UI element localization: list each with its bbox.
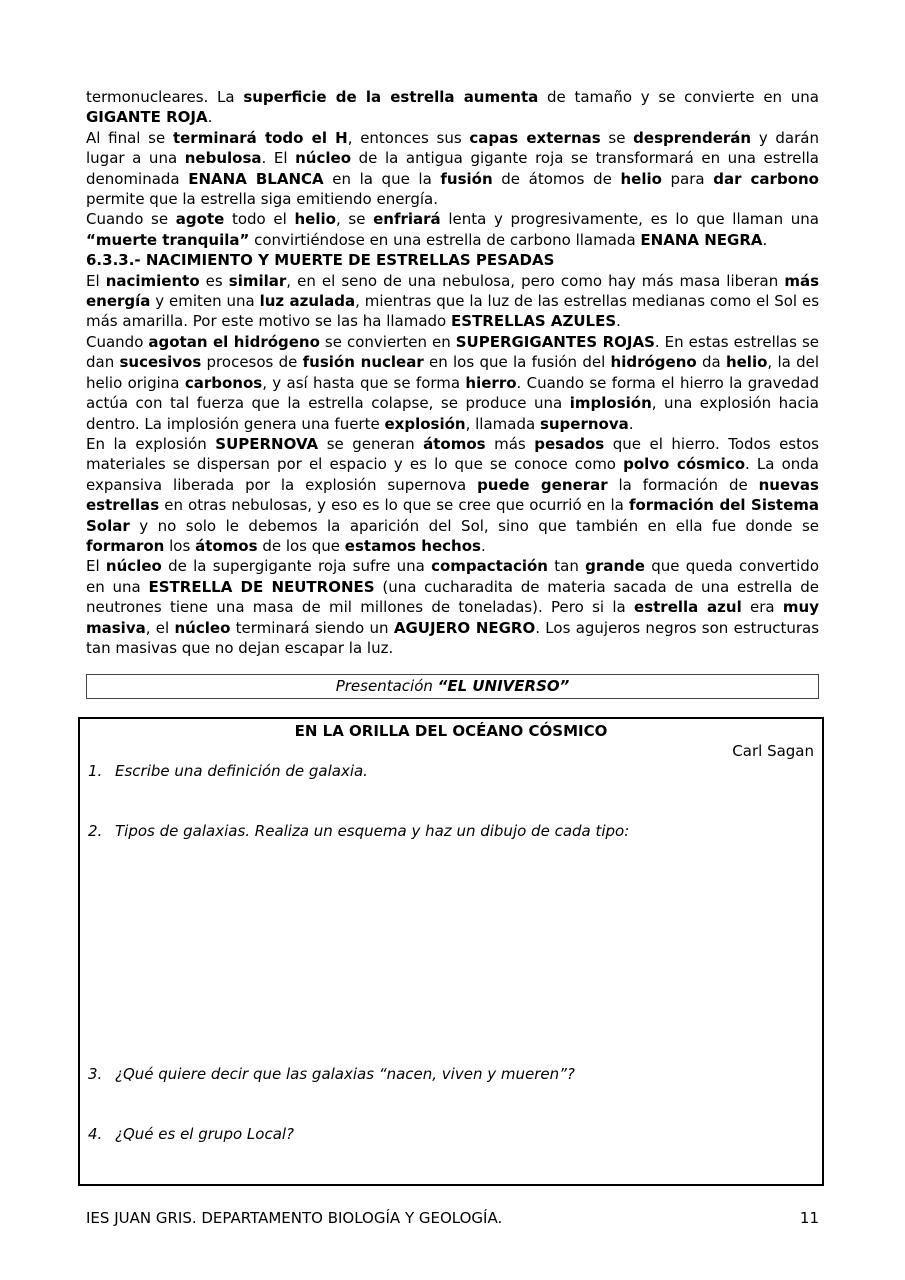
bold-run: similar [228,271,287,290]
text-run: , mientras que la luz de las estrellas medianas como el Sol es más amarilla. Por este motivo se las ha llamado [86,292,820,331]
text-run: de los que [257,536,345,555]
footer-text: IES JUAN GRIS. DEPARTAMENTO BIOLOGÍA Y GEOLOGÍA. [86,1209,503,1227]
body-text [86,87,819,658]
bold-run: fusión nuclear [302,353,424,372]
text-run: de tamaño y se convierte en una [538,88,819,106]
bold-run: agotan el hidrógeno [148,332,320,351]
bold-run: formación del Sistema Solar [86,496,820,535]
bold-run: AGUJERO NEGRO [393,618,536,637]
bold-run: hidrógeno [610,353,697,372]
question-text: Tipos de galaxias. Realiza un esquema y haz un dibujo de cada tipo: [115,822,630,840]
text-run: de átomos de [492,169,621,188]
paragraph [86,332,819,434]
paragraph [86,434,819,556]
question-number: 3. [88,1065,103,1083]
bold-run: superficie de la estrella aumenta [243,88,539,106]
text-run: . Cuando se forma el hierro la gravedad actúa con tal fuerza que la estrella colapse, se produce una [86,373,820,413]
section-heading: 6.3.3.- NACIMIENTO Y MUERTE DE ESTRELLAS PESADAS [86,251,555,270]
text-run: En la explosión [86,434,216,453]
bold-run: puede generar [477,475,608,494]
bold-run: muy masiva [86,598,820,637]
bold-run: grande [585,557,645,576]
bold-run: helio [725,353,768,372]
text-run: , la del helio origina [86,353,819,392]
text-run: y darán lugar a una [86,128,819,168]
text-run: se convierten en [319,332,456,351]
bold-run: agote [175,210,225,229]
text-run: . [207,108,213,127]
bold-run: explosión [384,414,466,433]
text-run: tan [547,557,586,576]
bold-run: carbonos [184,373,263,392]
text-run: Cuando se [86,210,176,229]
page-footer [86,1208,819,1228]
question-number: 2. [88,822,103,840]
text-run: y emiten una [150,292,260,311]
bold-run: estamos hechos [344,536,481,555]
bold-run: nuevas estrellas [86,475,819,515]
bold-run: sucesivos [119,353,202,372]
text-run: convirtiéndose en una estrella de carbono llamada [249,230,641,249]
question-4 [88,1124,294,1144]
text-run: Al final se [86,128,173,147]
quiz-author: Carl Sagan [732,742,814,760]
paragraph [86,128,819,210]
text-run: en la que la [323,169,441,188]
question-1 [88,761,368,781]
paragraph [86,209,819,250]
text-run: , entonces sus [347,128,470,147]
text-run: se generan [318,434,424,453]
text-run: . El [261,149,296,168]
text-run: de la supergigante roja sufre una [161,557,432,576]
text-run: . En estas estrellas se dan [86,332,819,372]
bold-run: desprenderán [633,128,752,147]
bold-run: estrella azul [634,598,742,617]
question-text: ¿Qué quiere decir que las galaxias “nacen, viven y mueren”? [115,1065,575,1083]
bold-run: SUPERNOVA [215,434,319,453]
text-run: , y así hasta que se forma [262,373,466,392]
text-run: se [600,128,634,147]
bold-run: átomos [423,434,486,453]
paragraph-group-1 [86,87,819,250]
bold-run: átomos [195,536,258,555]
text-run: , se [335,210,374,229]
bold-run: ENANA NEGRA [640,230,763,249]
bold-run: enfriará [373,210,441,229]
text-run: Cuando [86,332,149,351]
bold-run: pesados [534,434,605,453]
paragraph [86,556,819,658]
text-run: , el [145,618,175,637]
bold-run: helio [294,210,336,229]
text-run: es [199,271,229,290]
text-run: que el hierro. Todos estos materiales se dispersan por el espacio y es lo que se conoce como [86,434,819,474]
bold-run: ENANA BLANCA [188,169,324,188]
text-run: da [696,353,726,372]
bold-run: GIGANTE ROJA [86,108,208,127]
text-run: El [86,557,106,576]
question-number: 4. [88,1125,103,1143]
text-run: . [628,414,634,433]
bold-run: implosión [569,394,652,413]
text-run: y no solo le debemos la aparición del Sol, sino que también en ella fue donde se [129,516,819,535]
paragraph-group-2 [86,271,819,659]
text-run: la formación de [607,475,759,494]
bold-run: nacimiento [105,271,200,290]
bold-run: formaron [86,536,165,555]
text-run: todo el [224,210,295,229]
text-run: , en el seno de una nebulosa, pero como hay más masa liberan [286,271,785,290]
bold-run: polvo cósmico [623,455,746,474]
question-2 [88,821,629,841]
bold-run: núcleo [105,557,162,576]
text-run: , llamada [465,414,540,433]
text-run: en otras nebulosas, y eso es lo que se cree que ocurrió en la [159,496,629,515]
text-run: de la antigua gigante roja se transformará en una estrella denominada [86,149,819,188]
text-run: , una explosión hacia dentro. La implosión genera una fuerte [86,394,819,433]
bold-run: terminará todo el H [172,128,348,147]
quiz-box [78,717,824,1186]
text-run: para [661,169,714,188]
paragraph [86,87,819,128]
text-run: más [485,434,535,453]
text-run: . Los agujeros negros son estructuras tan masivas que no dejan escapar la luz. [86,618,820,657]
text-run: . La onda expansiva liberada por la explosión supernova [86,455,819,494]
presentation-prefix: Presentación [335,677,438,695]
bold-run: más energía [86,271,819,311]
text-run: permite que la estrella siga emitiendo energía. [86,190,438,209]
bold-run: compactación [431,557,548,576]
text-run: . [480,536,486,555]
bold-run: nebulosa [184,149,262,168]
text-run: terminará siendo un [230,618,394,637]
question-text: Escribe una definición de galaxia. [115,762,368,780]
text-run: los [164,536,196,555]
question-number: 1. [88,762,103,780]
question-text: ¿Qué es el grupo Local? [115,1125,295,1143]
bold-run: ESTRELLA DE NEUTRONES [148,577,375,596]
text-run: . [762,230,768,249]
page-number: 11 [799,1209,819,1227]
bold-run: núcleo [295,149,351,168]
text-run: en los que la fusión del [423,353,611,372]
bold-run: dar carbono [713,169,819,188]
quiz-title: EN LA ORILLA DEL OCÉANO CÓSMICO [294,722,608,740]
paragraph [86,271,819,332]
bold-run: “muerte tranquila” [86,230,250,249]
text-run: termonucleares. La [86,88,244,106]
presentation-title: “EL UNIVERSO” [437,677,570,695]
bold-run: fusión [440,169,493,188]
bold-run: capas externas [469,128,601,147]
bold-run: hierro [465,373,517,392]
bold-run: helio [620,169,662,188]
text-run: . [616,312,621,331]
text-run: (una cucharadita de materia sacada de una estrella de neutrones tiene una masa de mil millones de toneladas). Pero si la [86,577,819,617]
bold-run: luz azulada [259,292,356,311]
bold-run: SUPERGIGANTES ROJAS [455,332,655,351]
text-run: lenta y progresivamente, es lo que llaman una [440,210,819,229]
text-run: que queda convertido en una [86,557,819,596]
question-3 [88,1064,575,1084]
presentation-box [86,674,819,699]
text-run: procesos de [201,353,303,372]
text-run: era [741,598,783,617]
bold-run: ESTRELLAS AZULES [451,312,617,331]
bold-run: núcleo [174,618,231,637]
bold-run: supernova [539,414,629,433]
text-run: El [86,271,106,290]
